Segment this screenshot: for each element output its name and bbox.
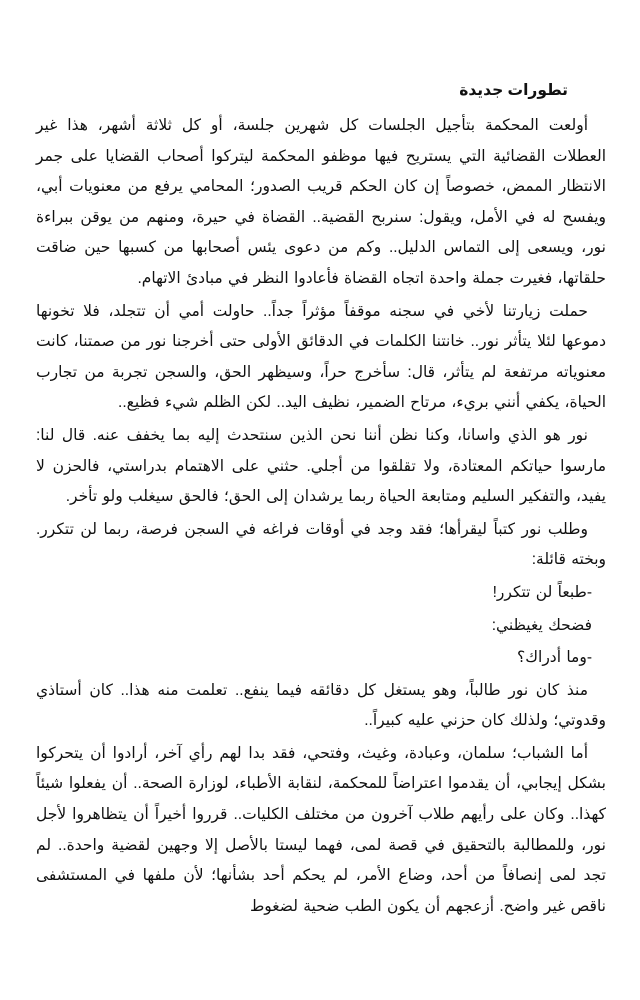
paragraph-nour-mentor: منذ كان نور طالباً، وهو يستغل كل دقائقه فيما ينفع.. تعلمت منه هذا.. كان أستاذي وقدوتي؛ ولذلك كان حزني عليه كبيراً..	[36, 681, 606, 730]
paragraph-prison-visit: حملت زيارتنا لأخي في سجنه موقفاً مؤثراً جداً.. حاولت أمي أن تتجلد، فلا تخونها دموعها لئلا يتأثر نور.. خانتنا الكلمات في الدقائق الأولى حتى أخرجنا نور من صمتنا، كانت معنوياته مرتفعة لم يتأثر، قال: سأخرج حراً، وسيظهر الحق، والسجن تجربة من تجارب الحياة، يكفي أنني بريء، مرتاح الضمير، نظيف اليد.. لكن الظلم شيء فظيع..	[36, 302, 606, 412]
dialogue-line-2: فضحك يغيظني:	[491, 616, 592, 634]
paragraph-youth-protest: أما الشباب؛ سلمان، وعبادة، وغيث، وفتحي، فقد بدا لهم رأي آخر، أرادوا أن يتحركوا بشكل إيجابي، أن يقدموا اعتراضاً للمحكمة، لنقابة الأطباء، لوزارة الصحة.. أن يفعلوا شيئاً كهذا.. وكان على رأيهم طلاب آخرون من مختلف الكليات.. قرروا أخيراً أن يتظاهروا لأجل نور، وللمطالبة بالتحقيق في قصة لمى، فهما ليستا بالأصل إلا وجهين لقضية واحدة.. لم تجد لمى إنصافاً من أحد، وضاع الأمر، لم يحكم أحد بشأنها؛ لأن ملفها في المستشفى ناقص غير واضح. أزعجهم أن يكون الطب ضحية لضغوط	[36, 744, 606, 915]
dialogue-line-3: -وما أدراك؟	[517, 649, 592, 667]
paragraph-nour-consoles: نور هو الذي واسانا، وكنا نظن أننا نحن الذين سنتحدث إليه بما يخفف عنه. قال لنا: مارسوا حياتكم المعتادة، ولا تقلقوا من أجلي. حثني على الاهتمام بدراستي، فالحزن لا يفيد، والتفكير السليم ومتابعة الحياة ربما يرشدان إلى الحق؛ فالحق سيغلب ولو تأخر.	[36, 426, 606, 506]
paragraph-court-delays: أولعت المحكمة بتأجيل الجلسات كل شهرين جلسة، أو كل ثلاثة أشهر، هذا غير العطلات القضائية التي يستريح فيها موظفو المحكمة ليتركوا أصحاب القضايا على جمر الانتظار الممض، خصوصاً إن كان الحكم قريب الصدور؛ المحامي يرفع من معنويات أبي، ويفسح له في الأمل، ويقول: سنربح القضية.. القضاة في حيرة، ومنهم من يوقن ببراءة نور، ويسعى إلى التماس الدليل.. وكم من دعوى يئس أصحابها من كسبها حين ضاقت حلقاتها، فغيرت جملة واحدة اتجاه القضاة فأعادوا النظر في مبادئ الاتهام.	[36, 117, 606, 287]
dialogue-line-1: -طبعاً لن تتكرر!	[492, 583, 592, 601]
paragraph-books-request: وطلب نور كتباً ليقرأها؛ فقد وجد في أوقات فراغه في السجن فرصة، ربما لن تتكرر. وبخته قائلة:	[36, 520, 606, 569]
chapter-heading: تطورات جديدة	[459, 82, 568, 99]
